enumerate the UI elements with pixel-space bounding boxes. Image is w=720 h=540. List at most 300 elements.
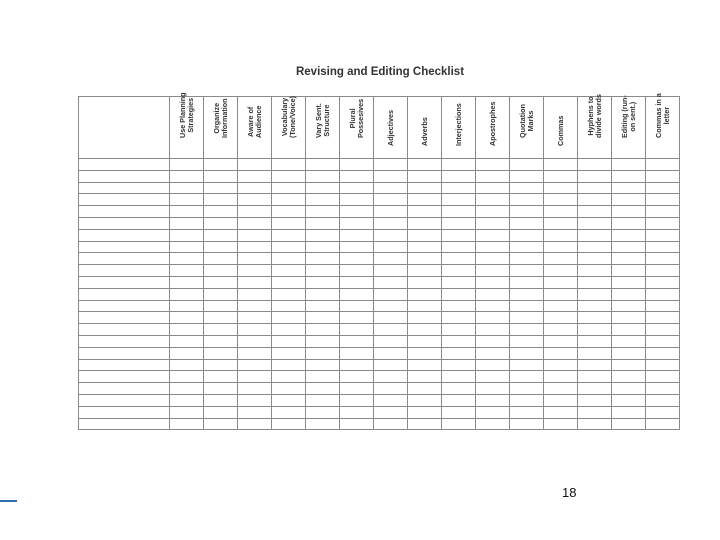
- check-cell[interactable]: [578, 182, 612, 194]
- check-cell[interactable]: [612, 159, 646, 171]
- check-cell[interactable]: [578, 253, 612, 265]
- check-cell[interactable]: [204, 406, 238, 418]
- check-cell[interactable]: [544, 253, 578, 265]
- check-cell[interactable]: [442, 359, 476, 371]
- check-cell[interactable]: [170, 194, 204, 206]
- check-cell[interactable]: [374, 359, 408, 371]
- check-cell[interactable]: [612, 229, 646, 241]
- check-cell[interactable]: [306, 371, 340, 383]
- check-cell[interactable]: [238, 324, 272, 336]
- check-cell[interactable]: [510, 206, 544, 218]
- check-cell[interactable]: [272, 182, 306, 194]
- check-cell[interactable]: [442, 300, 476, 312]
- check-cell[interactable]: [306, 217, 340, 229]
- check-cell[interactable]: [612, 383, 646, 395]
- check-cell[interactable]: [272, 359, 306, 371]
- check-cell[interactable]: [544, 229, 578, 241]
- check-cell[interactable]: [408, 300, 442, 312]
- check-cell[interactable]: [306, 288, 340, 300]
- check-cell[interactable]: [510, 241, 544, 253]
- check-cell[interactable]: [510, 300, 544, 312]
- row-name-cell[interactable]: [79, 253, 170, 265]
- check-cell[interactable]: [476, 312, 510, 324]
- check-cell[interactable]: [170, 182, 204, 194]
- check-cell[interactable]: [442, 276, 476, 288]
- check-cell[interactable]: [374, 276, 408, 288]
- check-cell[interactable]: [204, 182, 238, 194]
- check-cell[interactable]: [204, 371, 238, 383]
- check-cell[interactable]: [578, 241, 612, 253]
- check-cell[interactable]: [204, 229, 238, 241]
- check-cell[interactable]: [578, 170, 612, 182]
- check-cell[interactable]: [272, 335, 306, 347]
- check-cell[interactable]: [476, 324, 510, 336]
- check-cell[interactable]: [306, 324, 340, 336]
- check-cell[interactable]: [544, 371, 578, 383]
- check-cell[interactable]: [646, 347, 680, 359]
- check-cell[interactable]: [306, 194, 340, 206]
- row-name-cell[interactable]: [79, 383, 170, 395]
- check-cell[interactable]: [578, 359, 612, 371]
- check-cell[interactable]: [646, 418, 680, 430]
- check-cell[interactable]: [374, 206, 408, 218]
- check-cell[interactable]: [170, 406, 204, 418]
- check-cell[interactable]: [204, 418, 238, 430]
- check-cell[interactable]: [204, 288, 238, 300]
- check-cell[interactable]: [646, 406, 680, 418]
- check-cell[interactable]: [272, 288, 306, 300]
- row-name-cell[interactable]: [79, 194, 170, 206]
- check-cell[interactable]: [646, 194, 680, 206]
- check-cell[interactable]: [238, 253, 272, 265]
- check-cell[interactable]: [204, 335, 238, 347]
- check-cell[interactable]: [340, 170, 374, 182]
- check-cell[interactable]: [408, 241, 442, 253]
- check-cell[interactable]: [544, 182, 578, 194]
- row-name-cell[interactable]: [79, 206, 170, 218]
- check-cell[interactable]: [238, 335, 272, 347]
- check-cell[interactable]: [646, 394, 680, 406]
- check-cell[interactable]: [408, 324, 442, 336]
- check-cell[interactable]: [272, 276, 306, 288]
- check-cell[interactable]: [340, 371, 374, 383]
- check-cell[interactable]: [170, 159, 204, 171]
- check-cell[interactable]: [408, 371, 442, 383]
- check-cell[interactable]: [408, 265, 442, 277]
- check-cell[interactable]: [170, 359, 204, 371]
- check-cell[interactable]: [408, 418, 442, 430]
- check-cell[interactable]: [306, 159, 340, 171]
- check-cell[interactable]: [646, 383, 680, 395]
- check-cell[interactable]: [612, 418, 646, 430]
- check-cell[interactable]: [510, 170, 544, 182]
- check-cell[interactable]: [578, 229, 612, 241]
- check-cell[interactable]: [612, 217, 646, 229]
- check-cell[interactable]: [544, 194, 578, 206]
- check-cell[interactable]: [442, 206, 476, 218]
- check-cell[interactable]: [578, 276, 612, 288]
- row-name-cell[interactable]: [79, 170, 170, 182]
- check-cell[interactable]: [544, 312, 578, 324]
- check-cell[interactable]: [510, 229, 544, 241]
- row-name-cell[interactable]: [79, 394, 170, 406]
- check-cell[interactable]: [578, 383, 612, 395]
- check-cell[interactable]: [272, 406, 306, 418]
- check-cell[interactable]: [544, 418, 578, 430]
- check-cell[interactable]: [340, 312, 374, 324]
- check-cell[interactable]: [544, 406, 578, 418]
- check-cell[interactable]: [612, 265, 646, 277]
- check-cell[interactable]: [544, 241, 578, 253]
- check-cell[interactable]: [510, 418, 544, 430]
- check-cell[interactable]: [238, 371, 272, 383]
- check-cell[interactable]: [204, 347, 238, 359]
- check-cell[interactable]: [204, 300, 238, 312]
- check-cell[interactable]: [612, 371, 646, 383]
- check-cell[interactable]: [578, 418, 612, 430]
- check-cell[interactable]: [544, 359, 578, 371]
- check-cell[interactable]: [340, 324, 374, 336]
- check-cell[interactable]: [272, 206, 306, 218]
- check-cell[interactable]: [476, 194, 510, 206]
- check-cell[interactable]: [170, 371, 204, 383]
- check-cell[interactable]: [204, 383, 238, 395]
- check-cell[interactable]: [238, 359, 272, 371]
- check-cell[interactable]: [238, 418, 272, 430]
- row-name-cell[interactable]: [79, 347, 170, 359]
- check-cell[interactable]: [510, 371, 544, 383]
- check-cell[interactable]: [612, 406, 646, 418]
- check-cell[interactable]: [476, 394, 510, 406]
- check-cell[interactable]: [510, 394, 544, 406]
- check-cell[interactable]: [578, 265, 612, 277]
- check-cell[interactable]: [646, 335, 680, 347]
- check-cell[interactable]: [442, 418, 476, 430]
- check-cell[interactable]: [544, 383, 578, 395]
- check-cell[interactable]: [340, 265, 374, 277]
- check-cell[interactable]: [272, 170, 306, 182]
- check-cell[interactable]: [442, 170, 476, 182]
- check-cell[interactable]: [544, 265, 578, 277]
- check-cell[interactable]: [272, 300, 306, 312]
- check-cell[interactable]: [374, 312, 408, 324]
- check-cell[interactable]: [238, 383, 272, 395]
- check-cell[interactable]: [306, 394, 340, 406]
- check-cell[interactable]: [340, 253, 374, 265]
- check-cell[interactable]: [646, 159, 680, 171]
- check-cell[interactable]: [238, 347, 272, 359]
- check-cell[interactable]: [408, 359, 442, 371]
- check-cell[interactable]: [340, 159, 374, 171]
- check-cell[interactable]: [408, 206, 442, 218]
- check-cell[interactable]: [374, 335, 408, 347]
- check-cell[interactable]: [272, 159, 306, 171]
- row-name-cell[interactable]: [79, 359, 170, 371]
- check-cell[interactable]: [306, 276, 340, 288]
- check-cell[interactable]: [408, 406, 442, 418]
- check-cell[interactable]: [408, 276, 442, 288]
- check-cell[interactable]: [612, 182, 646, 194]
- check-cell[interactable]: [238, 300, 272, 312]
- check-cell[interactable]: [476, 159, 510, 171]
- check-cell[interactable]: [646, 300, 680, 312]
- check-cell[interactable]: [374, 217, 408, 229]
- check-cell[interactable]: [408, 312, 442, 324]
- check-cell[interactable]: [476, 217, 510, 229]
- check-cell[interactable]: [374, 159, 408, 171]
- row-name-cell[interactable]: [79, 312, 170, 324]
- check-cell[interactable]: [340, 217, 374, 229]
- check-cell[interactable]: [272, 418, 306, 430]
- check-cell[interactable]: [306, 170, 340, 182]
- check-cell[interactable]: [442, 194, 476, 206]
- check-cell[interactable]: [544, 324, 578, 336]
- check-cell[interactable]: [170, 324, 204, 336]
- check-cell[interactable]: [170, 418, 204, 430]
- check-cell[interactable]: [306, 383, 340, 395]
- check-cell[interactable]: [170, 312, 204, 324]
- check-cell[interactable]: [272, 347, 306, 359]
- check-cell[interactable]: [442, 394, 476, 406]
- check-cell[interactable]: [340, 206, 374, 218]
- check-cell[interactable]: [612, 276, 646, 288]
- check-cell[interactable]: [238, 217, 272, 229]
- check-cell[interactable]: [442, 241, 476, 253]
- check-cell[interactable]: [442, 406, 476, 418]
- check-cell[interactable]: [272, 394, 306, 406]
- check-cell[interactable]: [612, 359, 646, 371]
- row-name-cell[interactable]: [79, 276, 170, 288]
- check-cell[interactable]: [408, 253, 442, 265]
- check-cell[interactable]: [612, 335, 646, 347]
- check-cell[interactable]: [374, 383, 408, 395]
- check-cell[interactable]: [578, 288, 612, 300]
- check-cell[interactable]: [170, 253, 204, 265]
- check-cell[interactable]: [340, 418, 374, 430]
- check-cell[interactable]: [476, 383, 510, 395]
- check-cell[interactable]: [646, 182, 680, 194]
- check-cell[interactable]: [646, 359, 680, 371]
- check-cell[interactable]: [340, 347, 374, 359]
- row-name-cell[interactable]: [79, 241, 170, 253]
- check-cell[interactable]: [544, 206, 578, 218]
- check-cell[interactable]: [374, 194, 408, 206]
- check-cell[interactable]: [306, 241, 340, 253]
- check-cell[interactable]: [578, 217, 612, 229]
- check-cell[interactable]: [374, 300, 408, 312]
- check-cell[interactable]: [510, 276, 544, 288]
- check-cell[interactable]: [578, 371, 612, 383]
- check-cell[interactable]: [272, 217, 306, 229]
- check-cell[interactable]: [238, 265, 272, 277]
- check-cell[interactable]: [476, 241, 510, 253]
- check-cell[interactable]: [272, 265, 306, 277]
- check-cell[interactable]: [578, 324, 612, 336]
- check-cell[interactable]: [408, 288, 442, 300]
- check-cell[interactable]: [238, 406, 272, 418]
- row-name-cell[interactable]: [79, 406, 170, 418]
- row-name-cell[interactable]: [79, 418, 170, 430]
- check-cell[interactable]: [408, 194, 442, 206]
- check-cell[interactable]: [442, 383, 476, 395]
- check-cell[interactable]: [442, 371, 476, 383]
- check-cell[interactable]: [340, 241, 374, 253]
- check-cell[interactable]: [170, 276, 204, 288]
- check-cell[interactable]: [374, 288, 408, 300]
- check-cell[interactable]: [374, 170, 408, 182]
- check-cell[interactable]: [578, 300, 612, 312]
- check-cell[interactable]: [408, 217, 442, 229]
- check-cell[interactable]: [408, 170, 442, 182]
- check-cell[interactable]: [476, 229, 510, 241]
- check-cell[interactable]: [442, 253, 476, 265]
- row-name-cell[interactable]: [79, 229, 170, 241]
- check-cell[interactable]: [646, 170, 680, 182]
- check-cell[interactable]: [306, 182, 340, 194]
- check-cell[interactable]: [238, 312, 272, 324]
- check-cell[interactable]: [612, 300, 646, 312]
- check-cell[interactable]: [272, 371, 306, 383]
- check-cell[interactable]: [612, 253, 646, 265]
- check-cell[interactable]: [204, 276, 238, 288]
- check-cell[interactable]: [238, 229, 272, 241]
- check-cell[interactable]: [374, 371, 408, 383]
- check-cell[interactable]: [204, 217, 238, 229]
- check-cell[interactable]: [170, 288, 204, 300]
- check-cell[interactable]: [510, 182, 544, 194]
- check-cell[interactable]: [476, 276, 510, 288]
- check-cell[interactable]: [238, 241, 272, 253]
- check-cell[interactable]: [204, 241, 238, 253]
- check-cell[interactable]: [476, 359, 510, 371]
- check-cell[interactable]: [578, 312, 612, 324]
- check-cell[interactable]: [476, 288, 510, 300]
- check-cell[interactable]: [510, 253, 544, 265]
- check-cell[interactable]: [578, 206, 612, 218]
- check-cell[interactable]: [544, 159, 578, 171]
- check-cell[interactable]: [612, 206, 646, 218]
- check-cell[interactable]: [340, 335, 374, 347]
- check-cell[interactable]: [204, 206, 238, 218]
- check-cell[interactable]: [408, 159, 442, 171]
- check-cell[interactable]: [646, 217, 680, 229]
- check-cell[interactable]: [204, 159, 238, 171]
- check-cell[interactable]: [306, 265, 340, 277]
- check-cell[interactable]: [306, 406, 340, 418]
- check-cell[interactable]: [170, 335, 204, 347]
- check-cell[interactable]: [340, 194, 374, 206]
- row-name-cell[interactable]: [79, 182, 170, 194]
- check-cell[interactable]: [170, 206, 204, 218]
- check-cell[interactable]: [374, 324, 408, 336]
- check-cell[interactable]: [442, 288, 476, 300]
- check-cell[interactable]: [578, 335, 612, 347]
- check-cell[interactable]: [408, 347, 442, 359]
- check-cell[interactable]: [544, 217, 578, 229]
- check-cell[interactable]: [646, 312, 680, 324]
- check-cell[interactable]: [340, 383, 374, 395]
- check-cell[interactable]: [442, 335, 476, 347]
- check-cell[interactable]: [340, 406, 374, 418]
- check-cell[interactable]: [578, 406, 612, 418]
- check-cell[interactable]: [374, 253, 408, 265]
- check-cell[interactable]: [408, 182, 442, 194]
- check-cell[interactable]: [340, 359, 374, 371]
- check-cell[interactable]: [612, 347, 646, 359]
- check-cell[interactable]: [476, 347, 510, 359]
- check-cell[interactable]: [204, 253, 238, 265]
- check-cell[interactable]: [204, 194, 238, 206]
- check-cell[interactable]: [578, 347, 612, 359]
- row-name-cell[interactable]: [79, 217, 170, 229]
- check-cell[interactable]: [340, 300, 374, 312]
- check-cell[interactable]: [170, 170, 204, 182]
- check-cell[interactable]: [340, 288, 374, 300]
- check-cell[interactable]: [306, 312, 340, 324]
- check-cell[interactable]: [374, 394, 408, 406]
- check-cell[interactable]: [510, 159, 544, 171]
- check-cell[interactable]: [374, 406, 408, 418]
- check-cell[interactable]: [646, 324, 680, 336]
- check-cell[interactable]: [510, 324, 544, 336]
- check-cell[interactable]: [374, 418, 408, 430]
- check-cell[interactable]: [646, 371, 680, 383]
- check-cell[interactable]: [204, 324, 238, 336]
- check-cell[interactable]: [272, 241, 306, 253]
- check-cell[interactable]: [646, 253, 680, 265]
- check-cell[interactable]: [510, 217, 544, 229]
- check-cell[interactable]: [340, 276, 374, 288]
- check-cell[interactable]: [306, 229, 340, 241]
- check-cell[interactable]: [612, 170, 646, 182]
- check-cell[interactable]: [238, 288, 272, 300]
- check-cell[interactable]: [476, 265, 510, 277]
- check-cell[interactable]: [374, 265, 408, 277]
- check-cell[interactable]: [170, 217, 204, 229]
- check-cell[interactable]: [306, 418, 340, 430]
- check-cell[interactable]: [340, 182, 374, 194]
- check-cell[interactable]: [544, 300, 578, 312]
- check-cell[interactable]: [544, 170, 578, 182]
- check-cell[interactable]: [476, 418, 510, 430]
- check-cell[interactable]: [510, 265, 544, 277]
- check-cell[interactable]: [442, 229, 476, 241]
- check-cell[interactable]: [408, 383, 442, 395]
- check-cell[interactable]: [272, 324, 306, 336]
- check-cell[interactable]: [374, 347, 408, 359]
- check-cell[interactable]: [646, 241, 680, 253]
- check-cell[interactable]: [646, 276, 680, 288]
- check-cell[interactable]: [476, 170, 510, 182]
- check-cell[interactable]: [374, 229, 408, 241]
- row-name-cell[interactable]: [79, 159, 170, 171]
- check-cell[interactable]: [238, 194, 272, 206]
- check-cell[interactable]: [238, 276, 272, 288]
- check-cell[interactable]: [442, 217, 476, 229]
- check-cell[interactable]: [306, 335, 340, 347]
- check-cell[interactable]: [476, 335, 510, 347]
- check-cell[interactable]: [612, 288, 646, 300]
- check-cell[interactable]: [442, 324, 476, 336]
- row-name-cell[interactable]: [79, 265, 170, 277]
- check-cell[interactable]: [374, 182, 408, 194]
- check-cell[interactable]: [170, 265, 204, 277]
- check-cell[interactable]: [408, 335, 442, 347]
- check-cell[interactable]: [204, 265, 238, 277]
- check-cell[interactable]: [170, 394, 204, 406]
- check-cell[interactable]: [578, 159, 612, 171]
- check-cell[interactable]: [306, 359, 340, 371]
